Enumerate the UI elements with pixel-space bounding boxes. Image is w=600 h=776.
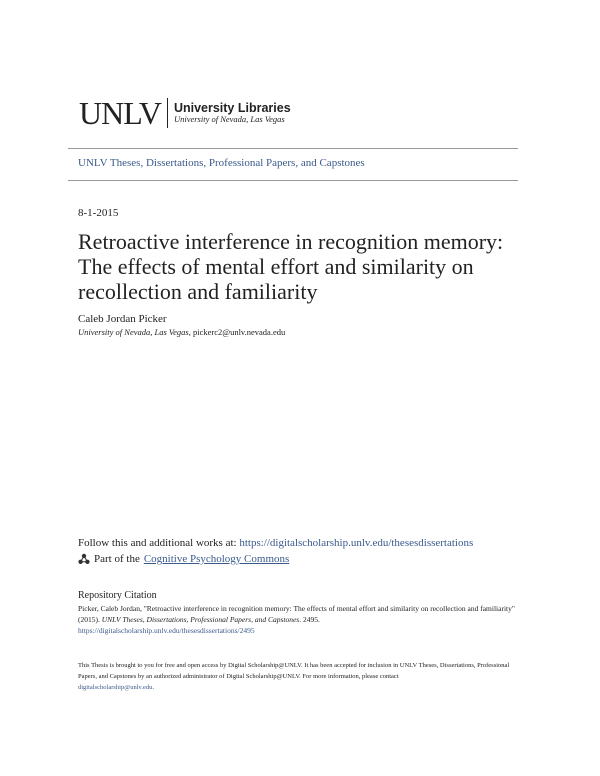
bottom-rule: [68, 180, 518, 181]
top-rule: [68, 148, 518, 149]
document-title: Retroactive interference in recognition memory: The effects of mental effort and similarity on recollection and familiarity: [78, 229, 504, 304]
network-icon: [78, 553, 90, 565]
logo-unlv-text: UNLV: [79, 95, 161, 131]
logo-right: [174, 101, 291, 125]
collection-link[interactable]: UNLV Theses, Dissertations, Professional Papers, and Capstones: [78, 157, 365, 169]
publication-date: 8-1-2015: [78, 207, 119, 219]
part-of-label: Part of the: [94, 553, 140, 565]
affiliation-institution: University of Nevada, Las Vegas: [78, 327, 189, 337]
follow-line: [78, 537, 473, 549]
citation-series: UNLV Theses, Dissertations, Professional Papers, and Capstones: [101, 615, 300, 624]
part-of-line: [78, 553, 289, 565]
citation-text: Picker, Caleb Jordan, "Retroactive interference in recognition memory: The effects of mental effort and similarity on recollection and familiarity" (2015).: [78, 604, 515, 624]
repository-citation-heading: Repository Citation: [78, 590, 157, 601]
citation-url-link[interactable]: https://digitalscholarship.unlv.edu/thesesdissertations/2495: [78, 626, 255, 635]
unlv-libraries-logo: [79, 97, 291, 129]
logo-divider: [167, 98, 168, 128]
access-notice: [78, 660, 528, 693]
citation-number: . 2495.: [299, 615, 320, 624]
author-affiliation: [78, 327, 285, 337]
commons-link[interactable]: Cognitive Psychology Commons: [143, 553, 290, 565]
contact-email-link[interactable]: digitalscholarship@unlv.edu: [78, 684, 153, 691]
repository-citation: [78, 603, 528, 636]
author-name: Caleb Jordan Picker: [78, 313, 167, 325]
follow-label: Follow this and additional works at:: [78, 537, 240, 549]
logo-subtitle-text: University of Nevada, Las Vegas: [173, 114, 285, 125]
notice-end: .: [152, 684, 154, 691]
affiliation-email[interactable]: , pickerc2@unlv.nevada.edu: [188, 327, 286, 337]
follow-url-link[interactable]: https://digitalscholarship.unlv.edu/thesesdissertations: [239, 537, 474, 549]
notice-text: This Thesis is brought to you for free and open access by Digital Scholarship@UNLV. It has been accepted for inclusion in UNLV Theses, Dissertations, Professional Papers, and Capstones by an authorized administrator of Digital Scholarship@UNLV. For more information, please contact: [78, 662, 510, 680]
logo-libraries-text: University Libraries: [173, 100, 291, 115]
